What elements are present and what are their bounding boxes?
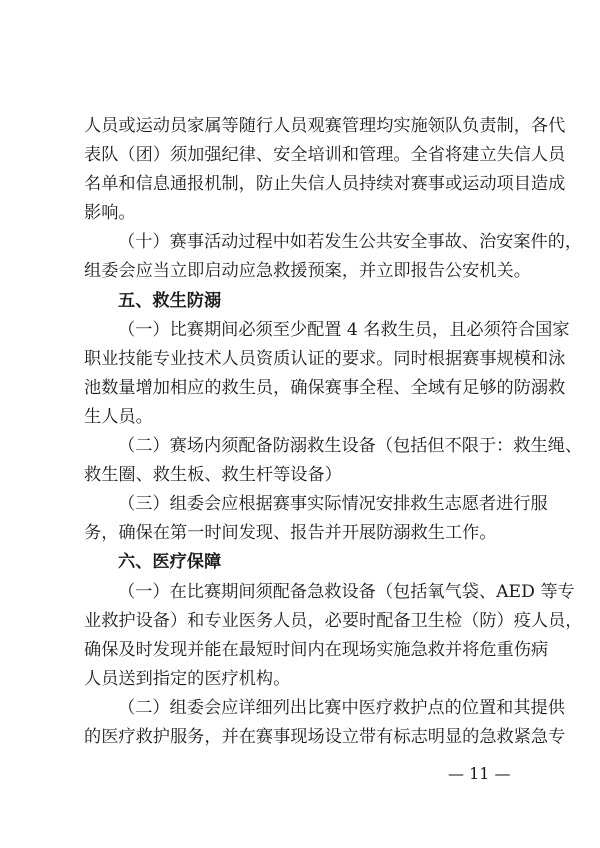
body-line: 业救护设备）和专业医务人员，必要时配备卫生检（防）疫人员，	[84, 610, 583, 631]
section-heading-lifesaving: 五、救生防溺	[118, 290, 222, 311]
body-line: 务，确保在第一时间发现、报告并开展防溺救生工作。	[84, 523, 497, 544]
body-line: 名单和信息通报机制，防止失信人员持续对赛事或运动项目造成	[84, 174, 566, 195]
body-line: 组委会应当立即启动应急救援预案，并立即报告公安机关。	[84, 261, 531, 282]
page-body	[84, 112, 583, 752]
body-line: 人员或运动员家属等随行人员观赛管理均实施领队负责制，各代	[84, 116, 566, 136]
body-line: 池数量增加相应的救生员，确保赛事全程、全域有足够的防溺救	[84, 377, 566, 398]
body-line: 确保及时发现并能在最短时间内在现场实施急救并将危重伤病	[84, 639, 549, 660]
body-line: 人员送到指定的医疗机构。	[84, 668, 291, 689]
paragraph-first-line: （二）赛场内须配备防溺救生设备（包括但不限于：救生绳、	[118, 436, 583, 457]
body-line: 救生圈、救生板、救生杆等设备）	[84, 465, 342, 486]
body-line: 生人员。	[84, 406, 153, 427]
paragraph-first-line: （三）组委会应根据赛事实际情况安排救生志愿者进行服	[118, 494, 548, 515]
paragraph-first-line: （十）赛事活动过程中如若发生公共安全事故、治安案件的，	[118, 232, 583, 253]
body-line: 影响。	[84, 203, 136, 224]
page-number: — 11 —	[448, 764, 511, 783]
body-line: 表队（团）须加强纪律、安全培训和管理。全省将建立失信人员	[84, 145, 566, 166]
paragraph-first-line: （一）比赛期间必须至少配置 4 名救生员，且必须符合国家	[118, 319, 570, 340]
body-line: 的医疗救护服务，并在赛事现场设立带有标志明显的急救紧急专	[84, 726, 566, 747]
paragraph-first-line: （一）在比赛期间须配备急救设备（包括氧气袋、AED 等专	[118, 581, 575, 602]
section-heading-medical: 六、医疗保障	[118, 552, 222, 573]
body-line: 职业技能专业技术人员资质认证的要求。同时根据赛事规模和泳	[84, 348, 566, 369]
paragraph-first-line: （二）组委会应详细列出比赛中医疗救护点的位置和其提供	[118, 697, 565, 718]
